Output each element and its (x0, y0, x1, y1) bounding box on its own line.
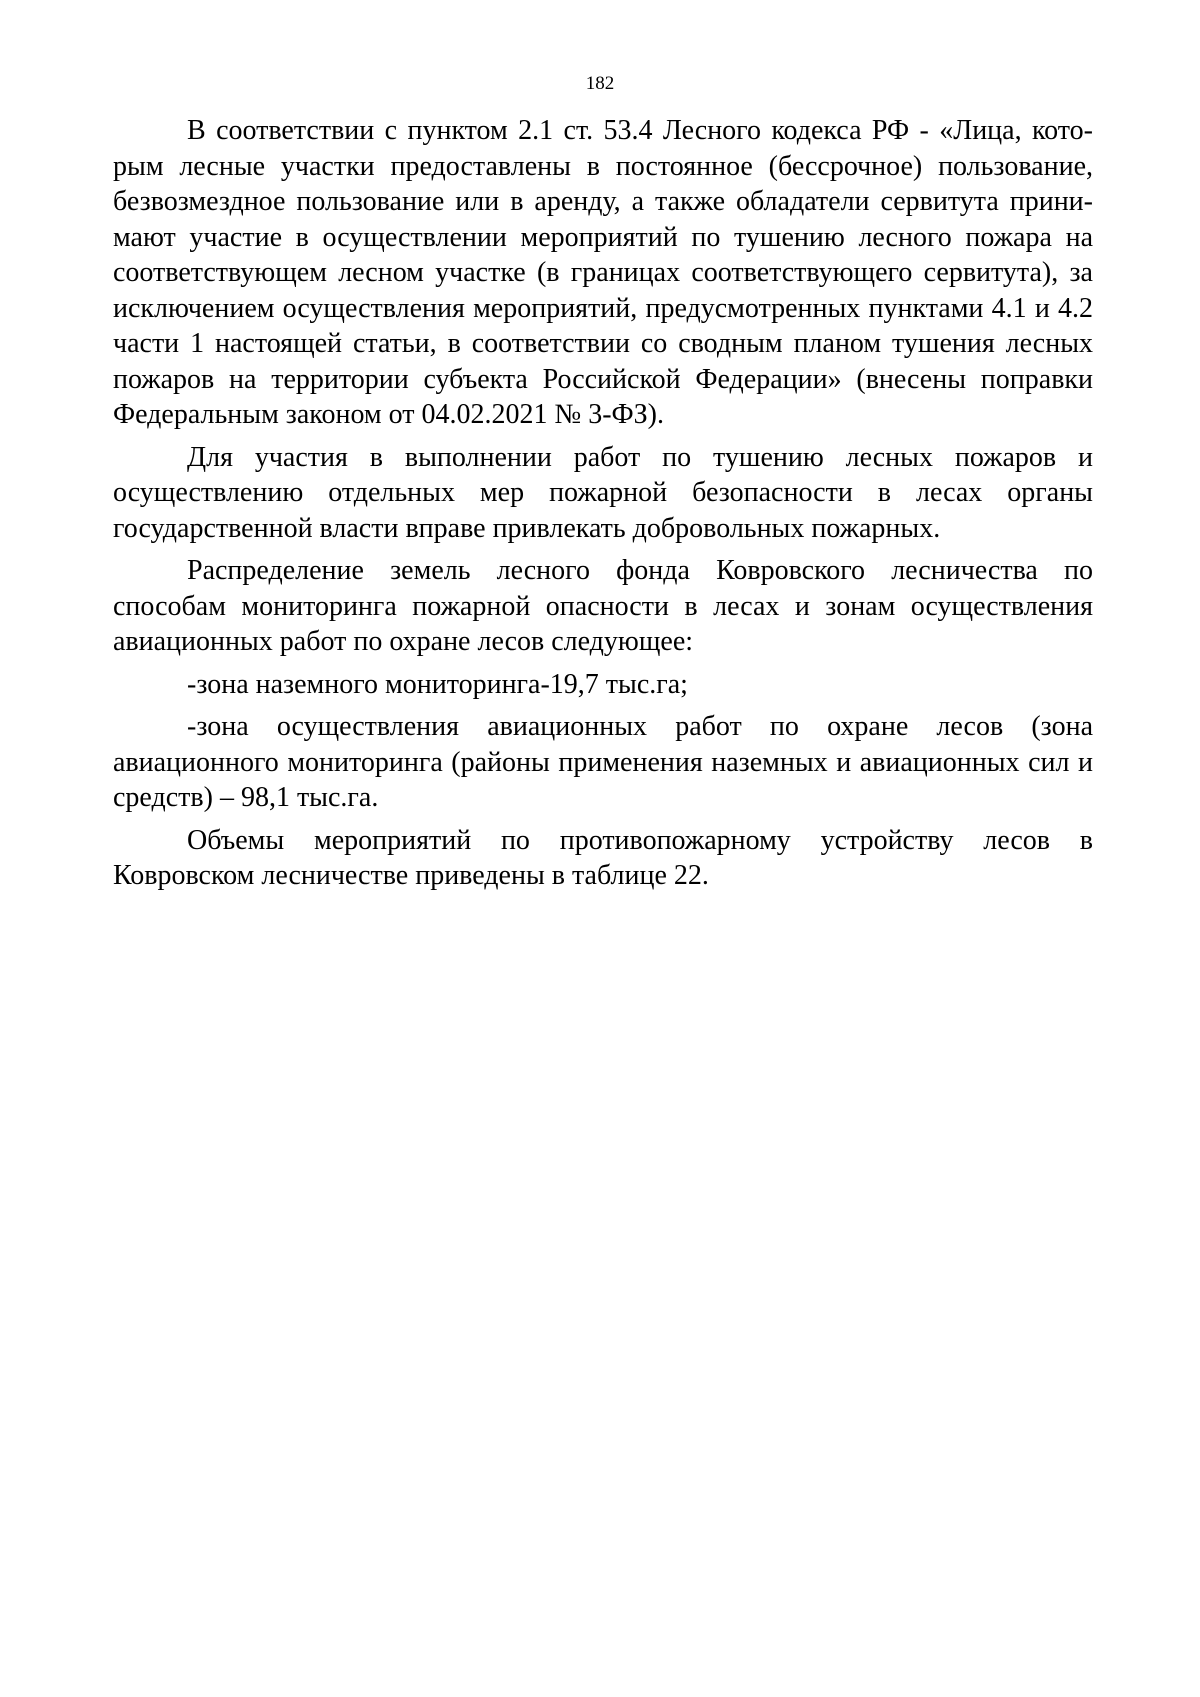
document-body (113, 113, 1093, 901)
paragraph-forest-code-citation: В соответствии с пунктом 2.1 ст. 53.4 Лесного кодекса РФ - «Лица, которым лесные участки предоставлены в постоянное (бессрочное) пользование, безвозмездное пользование или в аренду, а также обладатели сервитута принимают участие в осуществлении мероприятий по тушению лесного пожара на соответствующем лесном участке (в границах соответствующего сервитута), за исключением осуществления мероприятий, предусмотренных пунктами 4.1 и 4.2 части 1 настоящей статьи, в соответствии со сводным планом тушения лесных пожаров на территории субъекта Российской Федерации» (внесены поправки Федеральным законом от 04.02.2021 № 3-ФЗ). (113, 115, 1093, 430)
paragraph-volunteer-firefighters: Для участия в выполнении работ по тушению лесных пожаров и осуществлению отдельных мер пожарной безопасности в лесах органы государственной власти вправе привлекать добровольных пожарных. (113, 441, 1093, 544)
paragraph-table-reference: Объемы мероприятий по противопожарному устройству лесов в Ковровском лесничестве приведены в таблице 22. (113, 824, 1093, 891)
list-item-aviation-monitoring-zone: -зона осуществления авиационных работ по охране лесов (зона авиационного мониторинга (районы применения наземных и авиационных сил и средств) – 98,1 тыс.га. (113, 711, 1093, 813)
page-number: 182 (585, 73, 615, 94)
list-item-ground-monitoring-zone: -зона наземного мониторинга-19,7 тыс.га; (187, 668, 688, 700)
paragraph-monitoring-distribution: Распределение земель лесного фонда Ковровского лесничества по способам мониторинга пожарной опасности в лесах и зонам осуществления авиационных работ по охране лесов следующее: (113, 555, 1093, 657)
